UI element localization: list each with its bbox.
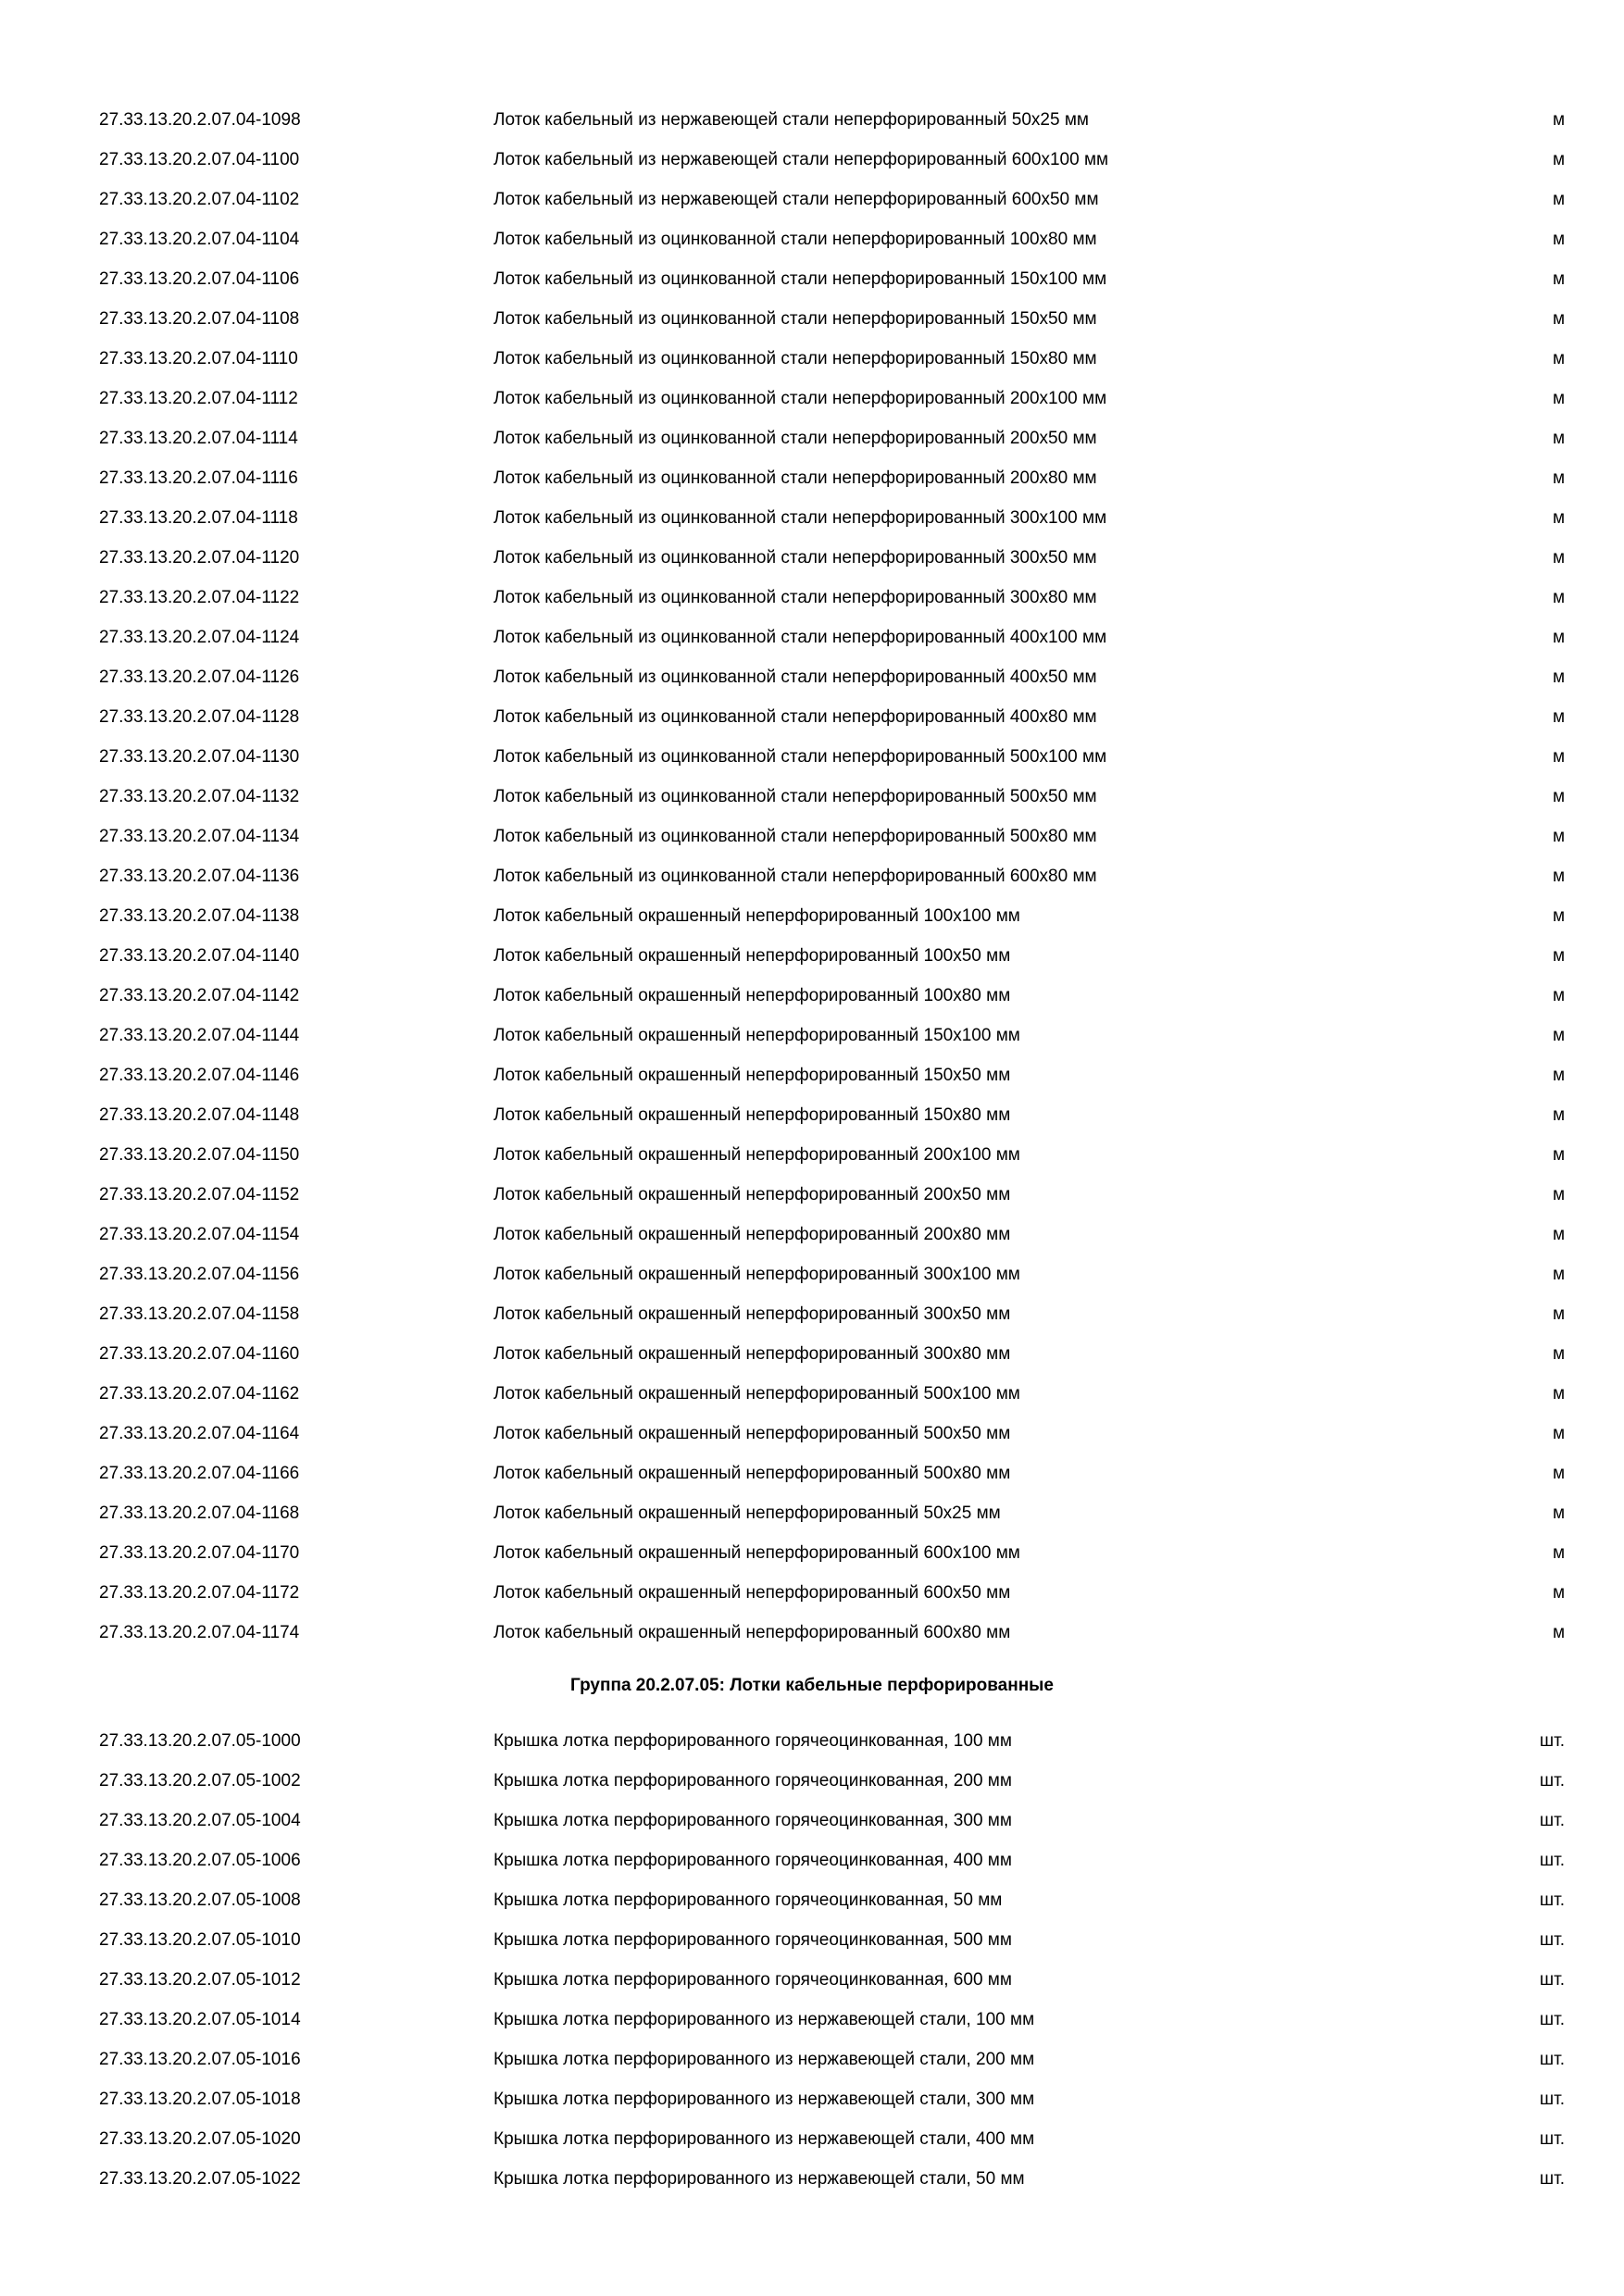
- item-unit: м: [1552, 787, 1565, 806]
- item-name: Лоток кабельный окрашенный неперфорированный 600х100 мм: [493, 1543, 1020, 1563]
- table-row: [0, 657, 1624, 697]
- item-code: 27.33.13.20.2.07.04-1106: [99, 269, 300, 289]
- item-code: 27.33.13.20.2.07.05-1000: [99, 1731, 301, 1751]
- table-row: [0, 538, 1624, 578]
- item-code: 27.33.13.20.2.07.04-1146: [99, 1066, 300, 1085]
- item-name: Лоток кабельный окрашенный неперфорированный 100х50 мм: [493, 946, 1011, 966]
- table-row: [0, 777, 1624, 817]
- item-code: 27.33.13.20.2.07.04-1098: [99, 110, 301, 130]
- table-row: [0, 1841, 1624, 1880]
- group-heading: Группа 20.2.07.05: Лотки кабельные перфорированные: [570, 1676, 1054, 1695]
- item-name: Лоток кабельный окрашенный неперфорированный 500х80 мм: [493, 1464, 1011, 1483]
- table-row: [0, 1374, 1624, 1414]
- table-row: [0, 1294, 1624, 1334]
- table-row: [0, 697, 1624, 737]
- table-row: [0, 1414, 1624, 1454]
- table-row: [0, 2079, 1624, 2119]
- item-name: Лоток кабельный окрашенный неперфорированный 100х100 мм: [493, 906, 1020, 926]
- item-name: Лоток кабельный из оцинкованной стали неперфорированный 150х80 мм: [493, 349, 1097, 368]
- item-unit: м: [1552, 1504, 1565, 1523]
- item-code: 27.33.13.20.2.07.04-1144: [99, 1026, 300, 1045]
- table-row: [0, 936, 1624, 976]
- table-row: [0, 896, 1624, 936]
- item-unit: м: [1552, 906, 1565, 926]
- item-name: Лоток кабельный из оцинкованной стали неперфорированный 200х50 мм: [493, 429, 1097, 448]
- table-row: [0, 498, 1624, 538]
- item-unit: м: [1552, 190, 1565, 209]
- table-row: [0, 2040, 1624, 2079]
- item-unit: м: [1552, 389, 1565, 408]
- item-name: Лоток кабельный окрашенный неперфорированный 100х80 мм: [493, 986, 1011, 1005]
- item-name: Крышка лотка перфорированного из нержавеющей стали, 200 мм: [493, 2050, 1035, 2069]
- item-name: Крышка лотка перфорированного горячеоцинкованная, 200 мм: [493, 1771, 1012, 1791]
- table-row: [0, 1801, 1624, 1841]
- table-row: [0, 339, 1624, 379]
- item-unit: м: [1552, 628, 1565, 647]
- item-code: 27.33.13.20.2.07.05-1004: [99, 1811, 301, 1830]
- item-name: Крышка лотка перфорированного горячеоцинкованная, 400 мм: [493, 1851, 1012, 1870]
- item-code: 27.33.13.20.2.07.04-1100: [99, 150, 300, 169]
- item-code: 27.33.13.20.2.07.05-1002: [99, 1771, 301, 1791]
- item-unit: шт.: [1539, 1890, 1565, 1910]
- item-unit: м: [1552, 429, 1565, 448]
- table-row: [0, 299, 1624, 339]
- item-name: Крышка лотка перфорированного из нержавеющей стали, 50 мм: [493, 2169, 1025, 2189]
- item-unit: м: [1552, 508, 1565, 528]
- item-name: Лоток кабельный из оцинкованной стали неперфорированный 200х100 мм: [493, 389, 1107, 408]
- item-unit: м: [1552, 668, 1565, 687]
- item-name: Лоток кабельный из оцинкованной стали неперфорированный 400х100 мм: [493, 628, 1107, 647]
- item-code: 27.33.13.20.2.07.04-1122: [99, 588, 300, 607]
- items-list-section-1: [0, 100, 1624, 1653]
- item-unit: шт.: [1539, 1930, 1565, 1950]
- item-name: Лоток кабельный окрашенный неперфорированный 50х25 мм: [493, 1504, 1001, 1523]
- item-name: Крышка лотка перфорированного горячеоцинкованная, 300 мм: [493, 1811, 1012, 1830]
- item-code: 27.33.13.20.2.07.04-1164: [99, 1424, 300, 1443]
- table-row: [0, 2119, 1624, 2159]
- table-row: [0, 140, 1624, 180]
- item-name: Лоток кабельный из оцинкованной стали неперфорированный 500х100 мм: [493, 747, 1107, 767]
- item-unit: м: [1552, 1464, 1565, 1483]
- item-unit: м: [1552, 150, 1565, 169]
- item-name: Крышка лотка перфорированного из нержавеющей стали, 400 мм: [493, 2129, 1035, 2149]
- item-unit: м: [1552, 747, 1565, 767]
- item-code: 27.33.13.20.2.07.04-1130: [99, 747, 300, 767]
- item-code: 27.33.13.20.2.07.04-1158: [99, 1304, 300, 1324]
- table-row: [0, 219, 1624, 259]
- item-name: Лоток кабельный окрашенный неперфорированный 500х100 мм: [493, 1384, 1020, 1404]
- table-row: [0, 418, 1624, 458]
- item-code: 27.33.13.20.2.07.04-1154: [99, 1225, 300, 1244]
- item-unit: м: [1552, 309, 1565, 329]
- item-unit: м: [1552, 110, 1565, 130]
- item-unit: шт.: [1539, 2090, 1565, 2109]
- item-code: 27.33.13.20.2.07.04-1132: [99, 787, 300, 806]
- item-unit: м: [1552, 1145, 1565, 1165]
- item-name: Крышка лотка перфорированного горячеоцинкованная, 100 мм: [493, 1731, 1012, 1751]
- table-row: [0, 1334, 1624, 1374]
- item-name: Лоток кабельный окрашенный неперфорированный 500х50 мм: [493, 1424, 1011, 1443]
- item-code: 27.33.13.20.2.07.04-1134: [99, 827, 300, 846]
- item-name: Лоток кабельный окрашенный неперфорированный 300х50 мм: [493, 1304, 1011, 1324]
- table-row: [0, 259, 1624, 299]
- item-unit: шт.: [1539, 1811, 1565, 1830]
- table-row: [0, 1761, 1624, 1801]
- item-code: 27.33.13.20.2.07.04-1162: [99, 1384, 300, 1404]
- table-row: [0, 976, 1624, 1016]
- table-row: [0, 1880, 1624, 1920]
- table-row: [0, 1016, 1624, 1055]
- item-name: Лоток кабельный из оцинкованной стали неперфорированный 400х80 мм: [493, 707, 1097, 727]
- item-unit: м: [1552, 1185, 1565, 1204]
- item-name: Лоток кабельный окрашенный неперфорированный 150х80 мм: [493, 1105, 1011, 1125]
- table-row: [0, 379, 1624, 418]
- item-name: Лоток кабельный окрашенный неперфорированный 600х80 мм: [493, 1623, 1011, 1642]
- item-code: 27.33.13.20.2.07.04-1142: [99, 986, 300, 1005]
- item-code: 27.33.13.20.2.07.04-1150: [99, 1145, 300, 1165]
- item-name: Лоток кабельный из оцинкованной стали неперфорированный 200х80 мм: [493, 468, 1097, 488]
- item-unit: м: [1552, 1265, 1565, 1284]
- item-code: 27.33.13.20.2.07.04-1126: [99, 668, 300, 687]
- item-name: Крышка лотка перфорированного горячеоцинкованная, 500 мм: [493, 1930, 1012, 1950]
- item-code: 27.33.13.20.2.07.05-1018: [99, 2090, 301, 2109]
- item-unit: шт.: [1539, 1851, 1565, 1870]
- item-unit: м: [1552, 1344, 1565, 1364]
- item-unit: шт.: [1539, 2010, 1565, 2029]
- table-row: [0, 817, 1624, 856]
- item-code: 27.33.13.20.2.07.04-1104: [99, 230, 300, 249]
- table-row: [0, 1920, 1624, 1960]
- item-unit: м: [1552, 548, 1565, 568]
- table-row: [0, 1960, 1624, 2000]
- item-unit: м: [1552, 1026, 1565, 1045]
- table-row: [0, 1454, 1624, 1493]
- item-code: 27.33.13.20.2.07.05-1020: [99, 2129, 301, 2149]
- item-unit: м: [1552, 867, 1565, 886]
- table-row: [0, 1254, 1624, 1294]
- item-unit: м: [1552, 707, 1565, 727]
- item-name: Крышка лотка перфорированного горячеоцинкованная, 600 мм: [493, 1970, 1012, 1990]
- table-row: [0, 856, 1624, 896]
- table-row: [0, 1573, 1624, 1613]
- item-unit: шт.: [1539, 1970, 1565, 1990]
- table-row: [0, 100, 1624, 140]
- item-code: 27.33.13.20.2.07.05-1006: [99, 1851, 301, 1870]
- item-code: 27.33.13.20.2.07.04-1174: [99, 1623, 300, 1642]
- item-unit: м: [1552, 468, 1565, 488]
- item-code: 27.33.13.20.2.07.04-1110: [99, 349, 298, 368]
- table-row: [0, 180, 1624, 219]
- item-unit: м: [1552, 1384, 1565, 1404]
- table-row: [0, 1493, 1624, 1533]
- item-code: 27.33.13.20.2.07.05-1016: [99, 2050, 301, 2069]
- item-unit: шт.: [1539, 2050, 1565, 2069]
- item-code: 27.33.13.20.2.07.04-1172: [99, 1583, 300, 1603]
- item-code: 27.33.13.20.2.07.04-1108: [99, 309, 300, 329]
- item-unit: шт.: [1539, 1771, 1565, 1791]
- item-code: 27.33.13.20.2.07.04-1168: [99, 1504, 300, 1523]
- item-code: 27.33.13.20.2.07.05-1010: [99, 1930, 301, 1950]
- table-row: [0, 1215, 1624, 1254]
- table-row: [0, 1613, 1624, 1653]
- item-unit: м: [1552, 1583, 1565, 1603]
- item-unit: шт.: [1539, 1731, 1565, 1751]
- item-code: 27.33.13.20.2.07.04-1170: [99, 1543, 300, 1563]
- item-unit: м: [1552, 827, 1565, 846]
- item-name: Крышка лотка перфорированного горячеоцинкованная, 50 мм: [493, 1890, 1003, 1910]
- item-name: Лоток кабельный окрашенный неперфорированный 600х50 мм: [493, 1583, 1011, 1603]
- item-unit: шт.: [1539, 2169, 1565, 2189]
- table-row: [0, 1533, 1624, 1573]
- item-unit: м: [1552, 1066, 1565, 1085]
- table-row: [0, 578, 1624, 618]
- item-unit: м: [1552, 1225, 1565, 1244]
- item-name: Лоток кабельный окрашенный неперфорированный 200х100 мм: [493, 1145, 1020, 1165]
- table-row: [0, 1135, 1624, 1175]
- item-name: Лоток кабельный окрашенный неперфорированный 200х50 мм: [493, 1185, 1011, 1204]
- item-code: 27.33.13.20.2.07.04-1138: [99, 906, 300, 926]
- item-name: Лоток кабельный окрашенный неперфорированный 300х80 мм: [493, 1344, 1011, 1364]
- item-unit: м: [1552, 986, 1565, 1005]
- item-unit: м: [1552, 588, 1565, 607]
- item-code: 27.33.13.20.2.07.04-1166: [99, 1464, 300, 1483]
- item-code: 27.33.13.20.2.07.05-1008: [99, 1890, 301, 1910]
- item-code: 27.33.13.20.2.07.05-1014: [99, 2010, 301, 2029]
- item-unit: шт.: [1539, 2129, 1565, 2149]
- item-code: 27.33.13.20.2.07.05-1012: [99, 1970, 301, 1990]
- item-code: 27.33.13.20.2.07.04-1118: [99, 508, 298, 528]
- item-name: Лоток кабельный из оцинкованной стали неперфорированный 600х80 мм: [493, 867, 1097, 886]
- table-row: [0, 458, 1624, 498]
- item-code: 27.33.13.20.2.07.04-1136: [99, 867, 300, 886]
- item-name: Лоток кабельный из оцинкованной стали неперфорированный 150х100 мм: [493, 269, 1107, 289]
- item-code: 27.33.13.20.2.07.04-1112: [99, 389, 298, 408]
- item-name: Крышка лотка перфорированного из нержавеющей стали, 300 мм: [493, 2090, 1035, 2109]
- item-name: Крышка лотка перфорированного из нержавеющей стали, 100 мм: [493, 2010, 1035, 2029]
- item-name: Лоток кабельный окрашенный неперфорированный 150х50 мм: [493, 1066, 1011, 1085]
- item-unit: м: [1552, 269, 1565, 289]
- item-unit: м: [1552, 946, 1565, 966]
- item-unit: м: [1552, 1105, 1565, 1125]
- item-unit: м: [1552, 349, 1565, 368]
- item-name: Лоток кабельный из нержавеющей стали неперфорированный 600х50 мм: [493, 190, 1099, 209]
- item-code: 27.33.13.20.2.07.04-1102: [99, 190, 300, 209]
- item-code: 27.33.13.20.2.07.04-1128: [99, 707, 300, 727]
- item-unit: м: [1552, 1304, 1565, 1324]
- item-code: 27.33.13.20.2.07.04-1160: [99, 1344, 300, 1364]
- item-code: 27.33.13.20.2.07.04-1120: [99, 548, 300, 568]
- item-name: Лоток кабельный окрашенный неперфорированный 150х100 мм: [493, 1026, 1020, 1045]
- item-unit: м: [1552, 230, 1565, 249]
- item-name: Лоток кабельный из оцинкованной стали неперфорированный 500х80 мм: [493, 827, 1097, 846]
- item-code: 27.33.13.20.2.07.04-1114: [99, 429, 298, 448]
- item-name: Лоток кабельный из нержавеющей стали неперфорированный 50х25 мм: [493, 110, 1089, 130]
- item-unit: м: [1552, 1424, 1565, 1443]
- table-row: [0, 1055, 1624, 1095]
- item-name: Лоток кабельный из оцинкованной стали неперфорированный 150х50 мм: [493, 309, 1097, 329]
- item-name: Лоток кабельный из оцинкованной стали неперфорированный 100х80 мм: [493, 230, 1097, 249]
- item-code: 27.33.13.20.2.07.04-1152: [99, 1185, 300, 1204]
- item-code: 27.33.13.20.2.07.04-1156: [99, 1265, 300, 1284]
- item-name: Лоток кабельный из оцинкованной стали неперфорированный 400х50 мм: [493, 668, 1097, 687]
- item-code: 27.33.13.20.2.07.04-1140: [99, 946, 300, 966]
- table-row: [0, 737, 1624, 777]
- item-unit: м: [1552, 1623, 1565, 1642]
- item-code: 27.33.13.20.2.07.04-1124: [99, 628, 300, 647]
- item-code: 27.33.13.20.2.07.04-1116: [99, 468, 298, 488]
- item-code: 27.33.13.20.2.07.04-1148: [99, 1105, 300, 1125]
- table-row: [0, 2159, 1624, 2199]
- table-row: [0, 618, 1624, 657]
- item-code: 27.33.13.20.2.07.05-1022: [99, 2169, 301, 2189]
- items-list-section-2: [0, 1721, 1624, 2199]
- table-row: [0, 2000, 1624, 2040]
- item-name: Лоток кабельный окрашенный неперфорированный 300х100 мм: [493, 1265, 1020, 1284]
- item-name: Лоток кабельный из оцинкованной стали неперфорированный 300х100 мм: [493, 508, 1107, 528]
- item-name: Лоток кабельный из оцинкованной стали неперфорированный 300х50 мм: [493, 548, 1097, 568]
- item-name: Лоток кабельный из оцинкованной стали неперфорированный 500х50 мм: [493, 787, 1097, 806]
- item-name: Лоток кабельный из оцинкованной стали неперфорированный 300х80 мм: [493, 588, 1097, 607]
- table-row: [0, 1095, 1624, 1135]
- table-row: [0, 1721, 1624, 1761]
- item-name: Лоток кабельный из нержавеющей стали неперфорированный 600х100 мм: [493, 150, 1109, 169]
- table-row: [0, 1175, 1624, 1215]
- item-name: Лоток кабельный окрашенный неперфорированный 200х80 мм: [493, 1225, 1011, 1244]
- item-unit: м: [1552, 1543, 1565, 1563]
